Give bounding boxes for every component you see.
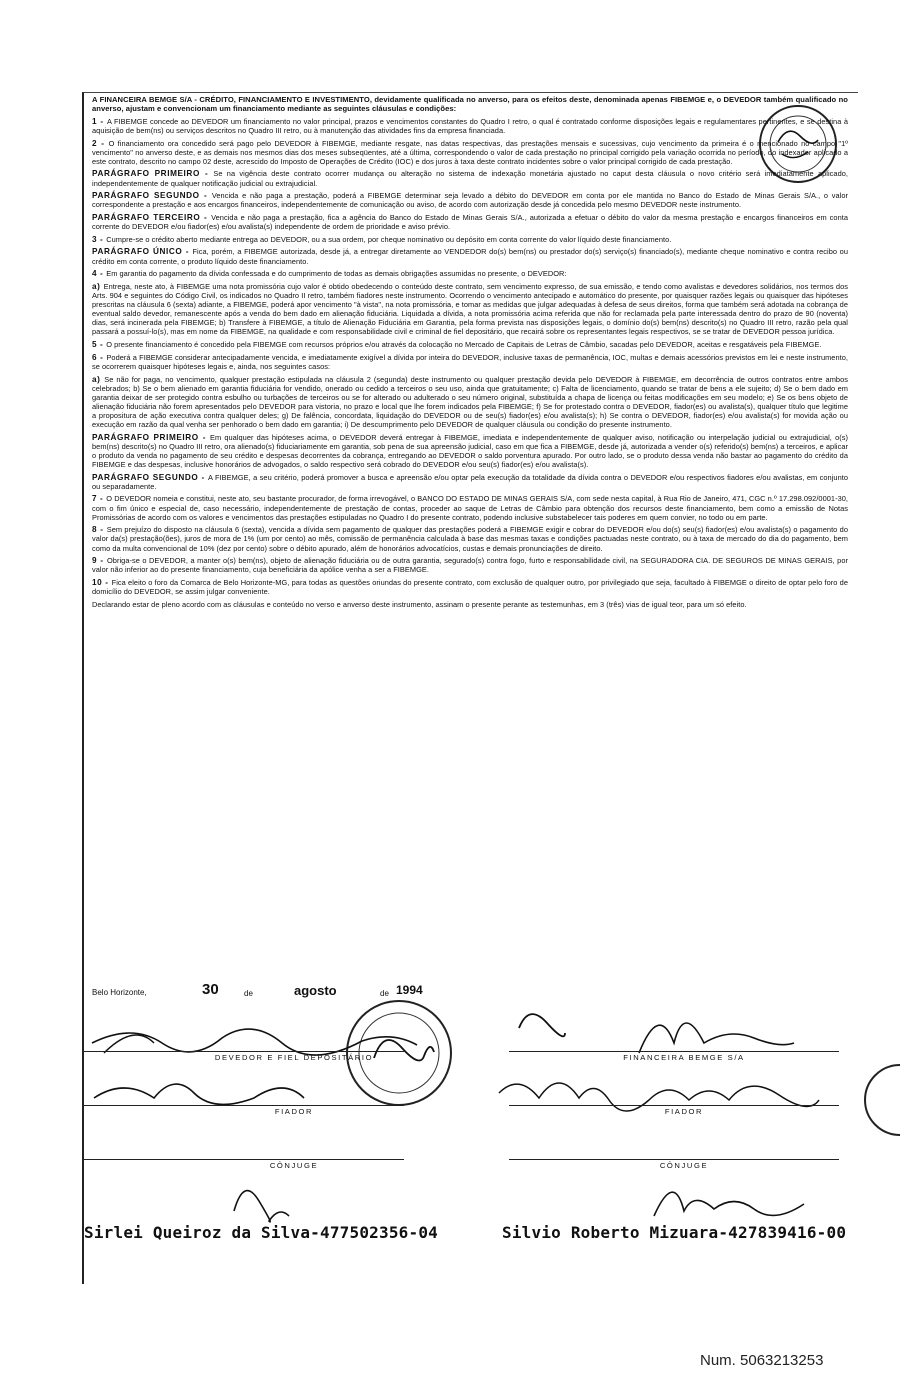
clause-c5 <box>92 340 848 349</box>
clause-text: Declarando estar de pleno acordo com as cláusulas e conteúdo no verso e anverso deste instrumento, assinam o presente perante as testemunhas, em 3 (três) vias de igual teor, para um só efeito. <box>92 599 747 609</box>
intro-lead: A FINANCEIRA BEMGE S/A - CRÉDITO, FINANCIAMENTO E INVESTIMENTO, <box>92 95 372 104</box>
clause-c6p2 <box>92 473 848 491</box>
clause-text: Entrega, neste ato, à FIBEMGE uma nota promissória cujo valor é obtido obedecendo o conteúdo deste contrato, sem vencimento expresso, de sua emissão, e tendo como avalistas e devedores solidários, nos termos dos Arts. 904 e seguintes do Código Civil, os indicados no Quadro II retro, também fiadores neste instrumento. Ocorrendo o vencimento antecipado e automático do presente, por quaisquer razões legais ou quaisquer das hipóteses prescritas na cláusula 6 (sexta) adiante, a FIBEMGE, poderá apor vencimento "à vista", na nota promissória, e tomar as medidas que julgar adequadas à defesa de seus direitos, forma que também será adotada na cobrança de eventual saldo devedor, remanescente após a venda do bem dado em alienação fiduciária. Liquidada a dívida, a nota promissória acima referida que não for reclamada pela parte interessada dentro do prazo de 90 (noventa) dias, será incinerada pela FIBEMGE; b) Transfere à FIBEMGE, a título de Alienação Fiduciária em Garantia, pela forma prevista nas disposições legais, o domínio do(s) bem(ns) descrito(s) no Quadro III retro, razão pela qual passará a possuí-lo(s), mas em nome da FIBEMGE, na qualidade e com responsabilidade civil e criminal de fiel depositário, que recairá sobre os representantes legais respectivos, se se tratar de DEVEDOR pessoa jurídica. <box>92 281 848 337</box>
clause-text: Se na vigência deste contrato ocorrer mudança ou alteração no sistema de indexação monetária ajustado no caput desta cláusula o novo critério será imediatamente aplicado, independentemente de qualquer notificação judicial ou extrajudicial. <box>92 169 848 188</box>
clause-c4 <box>92 269 848 278</box>
clause-heading: 5 - <box>92 340 107 350</box>
clause-heading: a) <box>92 281 104 291</box>
typed-name-left: Sirlei Queiroz da Silva-477502356-04 <box>84 1223 438 1242</box>
clause-c3pu <box>92 247 848 265</box>
financeira-label: FINANCEIRA BEMGE S/A <box>623 1053 745 1062</box>
clause-heading: 9 - <box>92 556 107 566</box>
clause-c10 <box>92 578 848 596</box>
clause-c2p1 <box>92 169 848 187</box>
clause-heading: 10 - <box>92 578 112 587</box>
typed-name-right: Silvio Roberto Mizuara-427839416-00 <box>502 1223 847 1242</box>
clause-list <box>92 117 848 609</box>
clause-c7 <box>92 494 848 521</box>
clause-text: Poderá a FIBEMGE considerar antecipadamente vencida, e imediatamente exigível a dívida por inteira do DEVEDOR, inclusive taxas de permanência, IOC, multas e demais acessórios previstos em lei e neste instrumento, se ocorrerem quaisquer hipóteses legais e, ainda, nos seguintes casos: <box>92 352 848 371</box>
clause-c2 <box>92 139 848 166</box>
clause-c9 <box>92 556 848 574</box>
clause-text: Vencida e não paga a prestação, fica a agência do Banco do Estado de Minas Gerais S/A., autorizada a efetuar o débito do valor da mesma prestação e encargos financeiros em conta corrente do DEVEDOR e/ou fiador(es) e/ou avalista(s) independente de ordem de prioridade e aviso prévio. <box>92 213 848 232</box>
clause-text: O financiamento ora concedido será pago pelo DEVEDOR à FIBEMGE, mediante resgate, nas datas respectivas, das prestações mensais e sucessivas, cujo vencimento da primeira é o mencionado no campo "1º vencimento" no anverso deste, e as demais nos mesmos dias dos meses subseqüentes, até a última, correspondendo o valor de cada prestação no principal corrigido pela variação ocorrida no período, do indexador aplicado a este contrato, descrito no campo 02 deste, acrescido do Imposto de Operações de Crédito (IOC) e dos juros à taxa deste contrato incidentes sobre o valor principal corrigido de cada prestação. <box>92 138 849 166</box>
conjuge-right-line <box>509 1159 839 1160</box>
clause-text: Fica eleito o foro da Comarca de Belo Horizonte-MG, para todas as questões oriundas do presente contrato, com exclusão de qualquer outro, por privilegiado que seja, facultado à FIBEMGE o direito de optar pelo foro de domicílio do DEVEDOR, se assim julgar conveniente. <box>92 578 849 597</box>
clause-text: Fica, porém, a FIBEMGE autorizada, desde já, a entregar diretamente ao VENDEDOR do(s) bem(ns) ou prestador do(s) serviço(s) financiado(s), mediante cheque nominativo e contra recibo ou crédito em conta corrente, o produto líquido deste financiamento. <box>92 247 848 266</box>
fiador-right-line <box>509 1105 839 1106</box>
clause-heading: PARÁGRAFO TERCEIRO - <box>92 213 212 222</box>
clause-heading: 1 - <box>92 116 107 126</box>
clause-heading: a) <box>92 374 105 384</box>
clause-heading: 6 - <box>92 352 107 362</box>
clause-heading: PARÁGRAFO SEGUNDO - <box>92 191 212 201</box>
conjuge-left-signature <box>224 1171 304 1231</box>
clause-text: Cumpre-se o crédito aberto mediante entrega ao DEVEDOR, ou a sua ordem, por cheque nominativo ou depósito em conta corrente do valor líquido deste financiamento. <box>106 234 672 244</box>
conjuge-right-signature <box>644 1171 844 1231</box>
month: agosto <box>294 983 337 998</box>
clause-text: Sem prejuízo do disposto na cláusula 6 (sexta), vencida a dívida sem pagamento de qualquer das prestações poderá a FIBEMGE exigir e cobrar do DEVEDOR e/ou do(s) seu(s) fiador(es) e/ou avalista(s) o pagamento do valor da(s) prestação(ões), juros de mora de 1% (um por cento) ao mês, comissão de permanência calculada à base das mesmas taxas e condições pactuadas neste contrato, ou à taxa de mercado do dia do pagamento, bem como da multa convencional de 10% (dez por cento) sobre o débito apurado, além de honorários advocatícios, custas e demais pronunciações de direito. <box>92 525 849 553</box>
clause-text: A FIBEMGE, a seu critério, poderá promover a busca e apreensão e/ou optar pela execução da totalidade da dívida contra o DEVEDOR e/ou respectivos fiadores e/ou avalistas, em conjunto ou separadamente. <box>92 472 848 491</box>
clause-c2p2 <box>92 191 848 209</box>
conjuge-left-label: CÔNJUGE <box>269 1161 319 1170</box>
clause-c4a <box>92 282 848 337</box>
clause-text: O presente financiamento é concedido pela FIBEMGE com recursos próprios e/ou através da colocação no Mercado de Capitais de Letras de Câmbio, sacadas pelo DEVEDOR, aceitas e resgatáveis pela FIBEMGE. <box>106 340 822 350</box>
clause-text: Vencida e não paga a prestação, poderá a FIBEMGE determinar seja levado a débito do DEVEDOR em conta por ele mantida no Banco do Estado de Minas Gerais S/A., o valor correspondente a prestação e aos encargos financeiros, independentemente de comunicação ou aviso, de acordo com autorização desde já concedida pelo mesmo DEVEDOR neste instrumento. <box>92 191 848 210</box>
clause-heading: 8 - <box>92 525 107 535</box>
clause-c1 <box>92 117 848 135</box>
clause-text: Obriga-se o DEVEDOR, a manter o(s) bem(ns), objeto de alienação fiduciária ou de outra garantia, segurado(s) contra fogo, furto e responsabilidade civil, na SEGURADORA CIA. DE SEGUROS DE MINAS GERAIS, por valor não inferior ao do presente financiamento, cuja beneficiária da apólice venha a ser a FIBEMGE. <box>92 556 848 575</box>
clause-c6p1 <box>92 433 848 469</box>
clause-text: Se não for paga, no vencimento, qualquer prestação estipulada na cláusula 2 (segunda) deste instrumento ou qualquer prestação devida pelo DEVEDOR à FIBEMGE, em decorrência de outros contratos entre ambos celebrados; b) Se o bem alienado em garantia fiduciária for vendido, onerado ou cedido a terceiros o seu uso, ainda que gratuitamente; c) Falta de licenciamento, quando se tratar de bens a ele sujeito; d) Se o bem dado em garantia deixar de ser protegido contra esbulho ou turbações de terceiros ou se for alterado ou adulterado o seu número original, substituída a chapa de licença ou feitas modificações em seu modelo; e) Se os bens objeto de alienação fiduciária não forem apresentados pelo DEVEDOR para vistoria, no prazo e local que lhe forem indicados pela FIBEMGE; f) Se for protestado contra o DEVEDOR, fiador(es) ou avalista(s), qualquer título que legitime a propositura de ação executiva contra qualquer deles; g) De falência, concordata, liquidação do DEVEDOR ou de seu(s) fiador(es) e/ou avalista(s); h) Se contra o DEVEDOR, fiador(es) e/ou avalista(s) for movida ação ou execução em razão da qual venha ser penhorado o bem dado em garantia; i) De descumprimento pelo DEVEDOR de qualquer cláusula ou condição do presente instrumento. <box>92 374 848 430</box>
clause-heading: 3 - <box>92 234 107 244</box>
fiador-left-line <box>84 1105 404 1106</box>
clause-c3 <box>92 235 848 244</box>
day: 30 <box>202 981 219 998</box>
clause-heading: 4 - <box>92 269 107 279</box>
conjuge-left-line <box>84 1159 404 1160</box>
clause-text: O DEVEDOR nomeia e constitui, neste ato, seu bastante procurador, de forma irrevogável, o BANCO DO ESTADO DE MINAS GERAIS S/A, com sede nesta capital, à Rua Rio de Janeiro, 471, CGC n.º 17.298.092/0001-30, com o fim único e especial de, caso necessário, independentemente de prestação de contas, proceder ao saque de Letras de Câmbio para obtenção dos recursos deste financiamento, bem como a emissão de Notas Promissórias de acordo com os valores e vencimentos das prestações estipuladas no Quadro I do presente contrato, podendo inclusive substabelecer tais poderes em quem convier, no todo ou em parte. <box>92 494 848 522</box>
clause-heading: PARÁGRAFO ÚNICO - <box>92 247 193 257</box>
clause-c8 <box>92 525 848 552</box>
circular-stamp-right <box>860 1060 910 1140</box>
financeira-line <box>509 1051 839 1052</box>
contract-body <box>82 92 858 1284</box>
year: 1994 <box>396 983 423 997</box>
clause-decl <box>92 600 848 609</box>
clause-text: Em qualquer das hipóteses acima, o DEVEDOR deverá entregar à FIBEMGE, imediata e independentemente de qualquer aviso, notificação ou interpelação judicial ou extrajudicial, o(s) bem(ns) descrito(s) no Quadro III retro, ora alienado(s) fiduciariamente em garantia, sob pena de sua apreensão judicial, caso em que fica a FIBEMGE, desde já, autorizada a vender o(s) referido(s) bem(ns) a terceiros, e aplicar o produto da venda no pagamento de seu crédito e despesas decorrentes da cobrança, entregando ao DEVEDOR o saldo porventura apurado. Por outro lado, se o produto dessa venda não bastar ao pagamento do crédito da FIBEMGE e das despesas, inclusive honorários de advogados, o saldo respectivo será cobrado do DEVEDOR e/ou seu(s) fiador(es) e/ou avalista(s). <box>92 432 848 469</box>
fiador-right-label: FIADOR <box>664 1107 704 1116</box>
clause-heading: PARÁGRAFO SEGUNDO - <box>92 472 209 482</box>
clause-heading: PARÁGRAFO PRIMEIRO - <box>92 432 210 442</box>
clause-heading: 2 - <box>92 138 109 148</box>
city: Belo Horizonte, <box>92 988 147 997</box>
intro-paragraph <box>92 95 848 113</box>
devedor-label: DEVEDOR E FIEL DEPOSITÁRIO <box>214 1053 374 1062</box>
devedor-line <box>84 1051 404 1052</box>
clause-heading: PARÁGRAFO PRIMEIRO - <box>92 169 214 179</box>
clause-text: A FIBEMGE concede ao DEVEDOR um financiamento no valor principal, prazos e vencimentos constantes do Quadro I retro, o qual é contratado conforme disposições legais e regulamentares pertinentes, e se destina à aquisição de bem(ns) ou serviços descritos no Quadro III retro, ou à manutenção das atividades fins da empresa financiada. <box>92 116 848 135</box>
fiador-left-label: FIADOR <box>274 1107 314 1116</box>
clause-text: Em garantia do pagamento da dívida confessada e do cumprimento de todas as demais obrigações assumidas no presente, o DEVEDOR: <box>106 269 567 279</box>
clause-c6a <box>92 375 848 430</box>
document-number: Num. 5063213253 <box>700 1352 824 1369</box>
clause-heading: 7 - <box>92 494 107 504</box>
de-word: de <box>244 989 253 998</box>
intro-text: devidamente qualificada no anverso, para os efeitos deste, denominada apenas FIBEMGE e, o DEVEDOR também qualificado no anverso, ajustam e convencionam um financiamento mediante as seguintes cláusulas e condições: <box>92 95 848 114</box>
clause-c6 <box>92 353 848 371</box>
conjuge-right-label: CÔNJUGE <box>659 1161 709 1170</box>
de-word-2: de <box>380 989 389 998</box>
clause-c2p3 <box>92 213 848 231</box>
